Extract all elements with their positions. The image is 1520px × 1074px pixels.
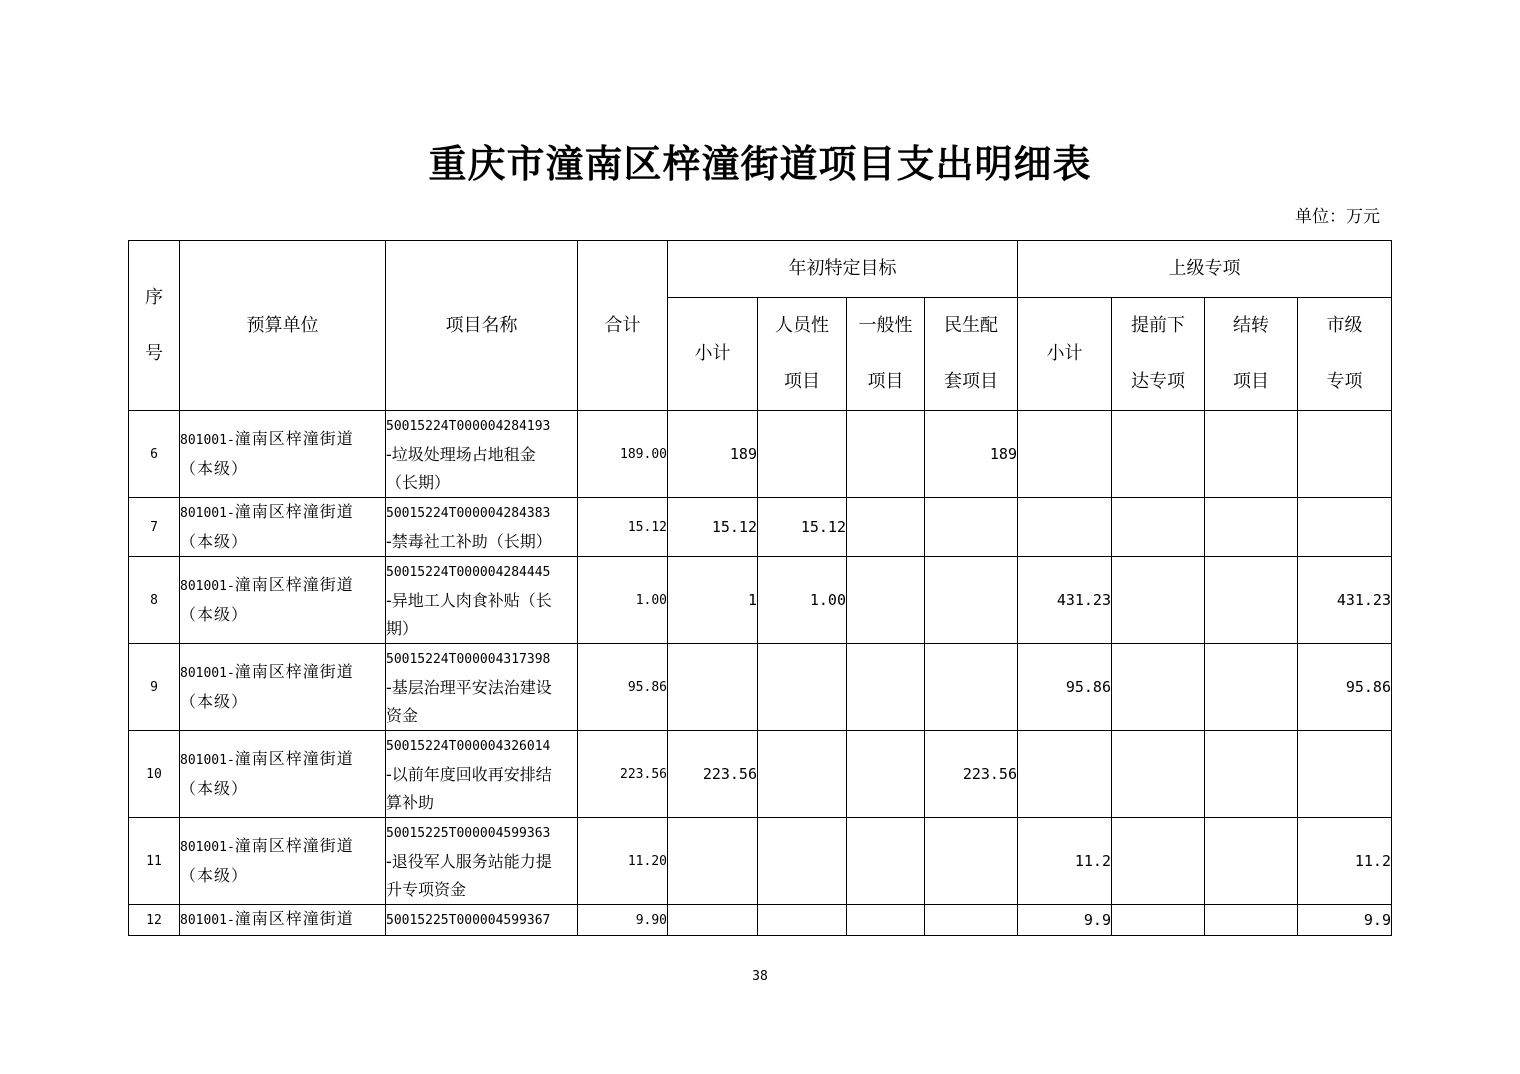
cell-general	[847, 905, 925, 936]
cell-total: 189.00	[578, 411, 668, 498]
cell-carryover	[1205, 818, 1298, 905]
cell-municipal	[1298, 411, 1392, 498]
cell-project-name: 50015224T000004326014 -以前年度回收再安排结 算补助	[386, 731, 578, 818]
cell-personnel: 1.00	[758, 557, 847, 644]
cell-livelihood	[925, 498, 1018, 557]
cell-general	[847, 644, 925, 731]
cell-superior-subtotal: 9.9	[1018, 905, 1112, 936]
table-row	[129, 498, 1392, 557]
header-initial-subtotal: 小计	[668, 298, 758, 411]
cell-budget-unit: 801001-潼南区梓潼街道 （本级）	[180, 498, 386, 557]
cell-municipal: 11.2	[1298, 818, 1392, 905]
cell-seq: 10	[129, 731, 180, 818]
page-title: 重庆市潼南区梓潼街道项目支出明细表	[428, 141, 1092, 186]
cell-project-name: 50015224T000004284193 -垃圾处理场占地租金 （长期）	[386, 411, 578, 498]
cell-total: 1.00	[578, 557, 668, 644]
cell-general	[847, 411, 925, 498]
cell-livelihood	[925, 644, 1018, 731]
cell-advance	[1112, 411, 1205, 498]
cell-seq: 8	[129, 557, 180, 644]
cell-carryover	[1205, 731, 1298, 818]
cell-initial-subtotal: 15.12	[668, 498, 758, 557]
cell-carryover	[1205, 557, 1298, 644]
cell-seq: 6	[129, 411, 180, 498]
page-number: 38	[752, 969, 768, 984]
cell-municipal	[1298, 731, 1392, 818]
cell-carryover	[1205, 498, 1298, 557]
cell-budget-unit: 801001-潼南区梓潼街道	[180, 905, 386, 936]
cell-budget-unit: 801001-潼南区梓潼街道 （本级）	[180, 818, 386, 905]
cell-advance	[1112, 905, 1205, 936]
cell-initial-subtotal	[668, 818, 758, 905]
cell-budget-unit: 801001-潼南区梓潼街道 （本级）	[180, 557, 386, 644]
cell-total: 11.20	[578, 818, 668, 905]
cell-advance	[1112, 731, 1205, 818]
cell-advance	[1112, 818, 1205, 905]
cell-seq: 9	[129, 644, 180, 731]
unit-label: 单位：万元	[1295, 207, 1380, 227]
table-row	[129, 557, 1392, 644]
cell-budget-unit: 801001-潼南区梓潼街道 （本级）	[180, 411, 386, 498]
cell-budget-unit: 801001-潼南区梓潼街道 （本级）	[180, 644, 386, 731]
table-row	[129, 731, 1392, 818]
cell-advance	[1112, 498, 1205, 557]
cell-project-name: 50015224T000004284383 -禁毒社工补助（长期）	[386, 498, 578, 557]
header-personnel: 人员性 项目	[758, 298, 847, 411]
header-carryover: 结转 项目	[1205, 298, 1298, 411]
cell-personnel	[758, 818, 847, 905]
cell-personnel	[758, 731, 847, 818]
cell-general	[847, 498, 925, 557]
cell-total: 223.56	[578, 731, 668, 818]
header-superior-subtotal: 小计	[1018, 298, 1112, 411]
cell-project-name: 50015225T000004599363 -退役军人服务站能力提 升专项资金	[386, 818, 578, 905]
cell-initial-subtotal: 1	[668, 557, 758, 644]
cell-personnel: 15.12	[758, 498, 847, 557]
cell-initial-subtotal	[668, 644, 758, 731]
cell-livelihood	[925, 818, 1018, 905]
table-row	[129, 411, 1392, 498]
cell-superior-subtotal	[1018, 411, 1112, 498]
cell-seq: 7	[129, 498, 180, 557]
cell-initial-subtotal: 189	[668, 411, 758, 498]
cell-total: 9.90	[578, 905, 668, 936]
cell-livelihood	[925, 557, 1018, 644]
header-livelihood: 民生配 套项目	[925, 298, 1018, 411]
cell-advance	[1112, 557, 1205, 644]
cell-livelihood	[925, 905, 1018, 936]
table-row	[129, 644, 1392, 731]
project-expenditure-table	[128, 240, 1392, 936]
cell-municipal: 9.9	[1298, 905, 1392, 936]
cell-superior-subtotal	[1018, 731, 1112, 818]
cell-personnel	[758, 411, 847, 498]
cell-carryover	[1205, 644, 1298, 731]
header-group-superior: 上级专项	[1018, 241, 1392, 298]
cell-general	[847, 818, 925, 905]
cell-superior-subtotal: 95.86	[1018, 644, 1112, 731]
cell-personnel	[758, 644, 847, 731]
header-group-initial: 年初特定目标	[668, 241, 1018, 298]
cell-seq: 11	[129, 818, 180, 905]
cell-municipal: 431.23	[1298, 557, 1392, 644]
cell-project-name: 50015224T000004284445 -异地工人肉食补贴（长 期）	[386, 557, 578, 644]
table-row	[129, 905, 1392, 936]
cell-personnel	[758, 905, 847, 936]
cell-carryover	[1205, 905, 1298, 936]
cell-project-name: 50015224T000004317398 -基层治理平安法治建设 资金	[386, 644, 578, 731]
cell-total: 95.86	[578, 644, 668, 731]
header-advance: 提前下 达专项	[1112, 298, 1205, 411]
cell-municipal	[1298, 498, 1392, 557]
header-seq: 序 号	[129, 241, 180, 411]
cell-general	[847, 557, 925, 644]
header-budget-unit: 预算单位	[180, 241, 386, 411]
cell-initial-subtotal: 223.56	[668, 731, 758, 818]
cell-general	[847, 731, 925, 818]
cell-carryover	[1205, 411, 1298, 498]
table-row	[129, 818, 1392, 905]
cell-livelihood: 189	[925, 411, 1018, 498]
cell-superior-subtotal: 431.23	[1018, 557, 1112, 644]
cell-livelihood: 223.56	[925, 731, 1018, 818]
header-general: 一般性 项目	[847, 298, 925, 411]
cell-budget-unit: 801001-潼南区梓潼街道 （本级）	[180, 731, 386, 818]
header-total: 合计	[578, 241, 668, 411]
cell-total: 15.12	[578, 498, 668, 557]
cell-initial-subtotal	[668, 905, 758, 936]
header-project-name: 项目名称	[386, 241, 578, 411]
cell-municipal: 95.86	[1298, 644, 1392, 731]
cell-superior-subtotal	[1018, 498, 1112, 557]
cell-seq: 12	[129, 905, 180, 936]
cell-superior-subtotal: 11.2	[1018, 818, 1112, 905]
cell-project-name: 50015225T000004599367	[386, 905, 578, 936]
cell-advance	[1112, 644, 1205, 731]
header-municipal: 市级 专项	[1298, 298, 1392, 411]
